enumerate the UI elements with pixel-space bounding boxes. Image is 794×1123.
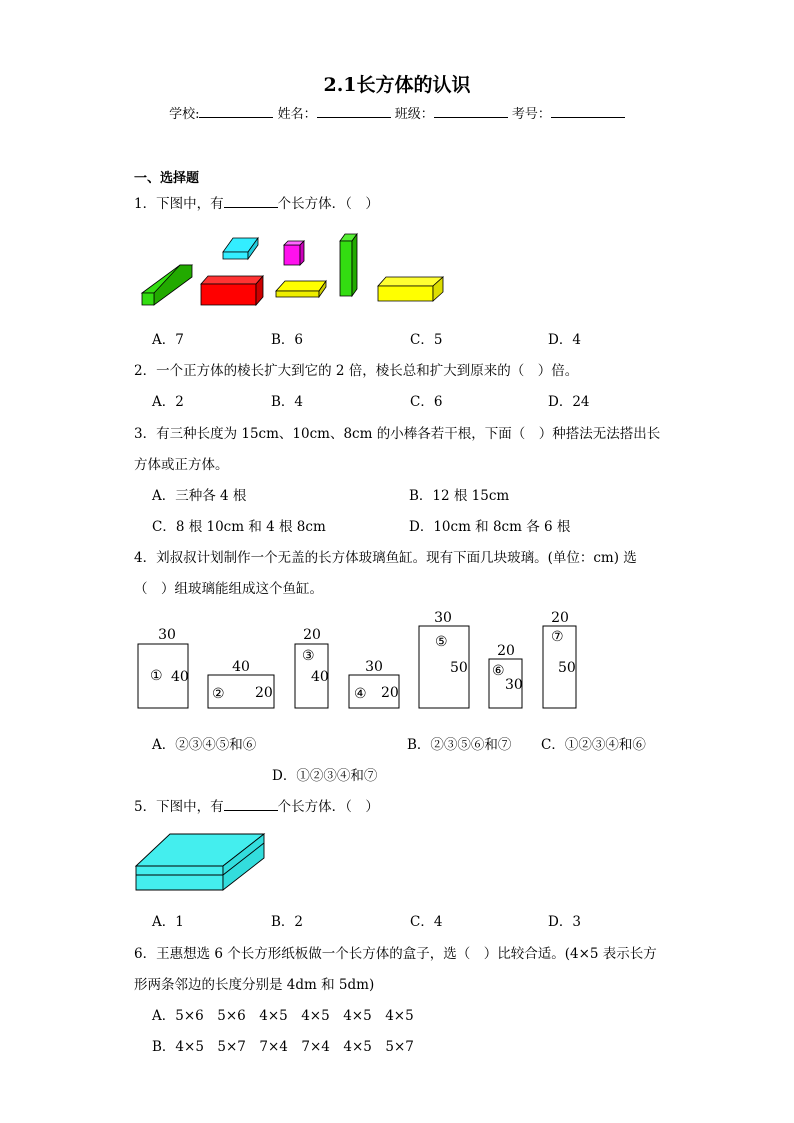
q5-text-pre: 5．下图中，有 xyxy=(134,799,224,815)
q2-option-b[interactable]: B．4 xyxy=(271,394,304,410)
q1-option-b[interactable]: B．6 xyxy=(271,332,304,348)
q4-option-c[interactable]: C．①②③④和⑥ xyxy=(541,737,646,753)
student-info-line xyxy=(0,103,794,122)
page-title: 2.1长方体的认识 xyxy=(323,74,471,96)
question-6-line-2: 形两条邻边的长度分别是 4dm 和 5dm) xyxy=(134,977,375,993)
panel-7-mark: ⑦ xyxy=(551,629,564,645)
q1-text-pre: 1．下图中，有 xyxy=(134,196,224,212)
question-6-line-1: 6．王惠想选 6 个长方形纸板做一个长方体的盒子，选（ ）比较合适。(4×5 表示长方 xyxy=(134,946,657,962)
question-4-line-2: （ ）组玻璃能组成这个鱼缸。 xyxy=(134,581,323,597)
class-label: 班级： xyxy=(394,107,434,122)
q1-text-post: 个长方体．（ ） xyxy=(277,196,379,212)
class-blank[interactable] xyxy=(434,117,508,118)
green-bar-cuboid xyxy=(142,265,192,305)
q1-option-a[interactable]: A．7 xyxy=(152,332,184,348)
q6-option-a[interactable]: A．5×6 5×6 4×5 4×5 4×5 4×5 xyxy=(152,1008,414,1024)
q2-option-a[interactable]: A．2 xyxy=(152,394,184,410)
panel-1-side: 40 xyxy=(171,669,189,685)
section-heading: 一、选择题 xyxy=(134,171,200,186)
question-5 xyxy=(134,795,379,815)
q6-option-b[interactable]: B．4×5 5×7 7×4 7×4 4×5 5×7 xyxy=(152,1039,414,1055)
cyan-slanted-prism xyxy=(223,238,258,259)
q3-option-a[interactable]: A．三种各 4 根 xyxy=(152,488,247,504)
panel-1-top: 30 xyxy=(158,627,176,643)
q5-text-post: 个长方体．（ ） xyxy=(277,799,379,815)
q5-blank xyxy=(224,810,278,811)
panel-7-side: 50 xyxy=(558,660,576,676)
name-blank[interactable] xyxy=(317,117,391,118)
school-label: 学校: xyxy=(169,107,200,122)
panel-6-side: 30 xyxy=(505,677,523,693)
question-3-line-1: 3．有三种长度为 15cm、10cm、8cm 的小棒各若干根，下面（ ）种搭法无法搭出长 xyxy=(134,426,661,442)
panel-3-side: 40 xyxy=(311,669,329,685)
panel-1-mark: ① xyxy=(150,668,163,684)
panel-3-top: 20 xyxy=(303,627,321,643)
q1-blank xyxy=(224,207,278,208)
panel-7-top: 20 xyxy=(551,610,569,626)
q2-option-d[interactable]: D．24 xyxy=(548,394,590,410)
q2-option-c[interactable]: C．6 xyxy=(410,394,443,410)
q3-option-d[interactable]: D．10cm 和 8cm 各 6 根 xyxy=(409,519,571,535)
yellow-slab xyxy=(276,281,326,297)
q5-option-a[interactable]: A．1 xyxy=(152,914,184,930)
q5-front-face xyxy=(136,866,223,890)
exam-blank[interactable] xyxy=(551,117,625,118)
q1-option-d[interactable]: D．4 xyxy=(548,332,581,348)
q1-cuboids-figure xyxy=(138,228,448,310)
panel-5-side: 50 xyxy=(450,660,468,676)
question-4-line-1: 4．刘叔叔计划制作一个无盖的长方体玻璃鱼缸。现有下面几块玻璃。(单位：cm) 选 xyxy=(134,550,637,566)
q3-option-c[interactable]: C．8 根 10cm 和 4 根 8cm xyxy=(152,519,326,535)
q4-glass-panels-figure xyxy=(130,608,590,714)
panel-2-mark: ② xyxy=(212,686,225,702)
panel-2-side: 20 xyxy=(255,685,273,701)
panel-4-mark: ④ xyxy=(354,686,367,702)
q5-option-c[interactable]: C．4 xyxy=(410,914,443,930)
magenta-cube xyxy=(284,241,304,265)
q4-option-a[interactable]: A．②③④⑤和⑥ xyxy=(152,737,257,753)
panel-2-top: 40 xyxy=(232,659,250,675)
panel-4-top: 30 xyxy=(365,659,383,675)
school-blank[interactable] xyxy=(199,117,273,118)
panel-3-mark: ③ xyxy=(302,648,315,664)
q4-option-b[interactable]: B．②③⑤⑥和⑦ xyxy=(407,737,512,753)
question-2: 2．一个正方体的棱长扩大到它的 2 倍，棱长总和扩大到原来的（ ）倍。 xyxy=(134,363,579,379)
panel-6-mark: ⑥ xyxy=(492,663,505,679)
question-3-line-2: 方体或正方体。 xyxy=(134,457,229,473)
panel-6-top: 20 xyxy=(497,643,515,659)
q5-stacked-cuboid-figure xyxy=(134,830,268,894)
yellow-large-cuboid xyxy=(378,277,443,301)
question-1 xyxy=(134,192,379,212)
q5-option-b[interactable]: B．2 xyxy=(271,914,304,930)
name-label: 姓名： xyxy=(277,107,317,122)
exam-label: 考号： xyxy=(511,107,551,122)
q1-option-c[interactable]: C．5 xyxy=(410,332,443,348)
panel-4-side: 20 xyxy=(381,685,399,701)
panel-5-top: 30 xyxy=(434,610,452,626)
red-flat-cuboid xyxy=(201,276,263,305)
q4-option-d[interactable]: D．①②③④和⑦ xyxy=(272,768,378,784)
q5-option-d[interactable]: D．3 xyxy=(548,914,581,930)
green-tall-column xyxy=(340,234,357,296)
panel-5-mark: ⑤ xyxy=(435,634,448,650)
q3-option-b[interactable]: B．12 根 15cm xyxy=(409,488,510,504)
